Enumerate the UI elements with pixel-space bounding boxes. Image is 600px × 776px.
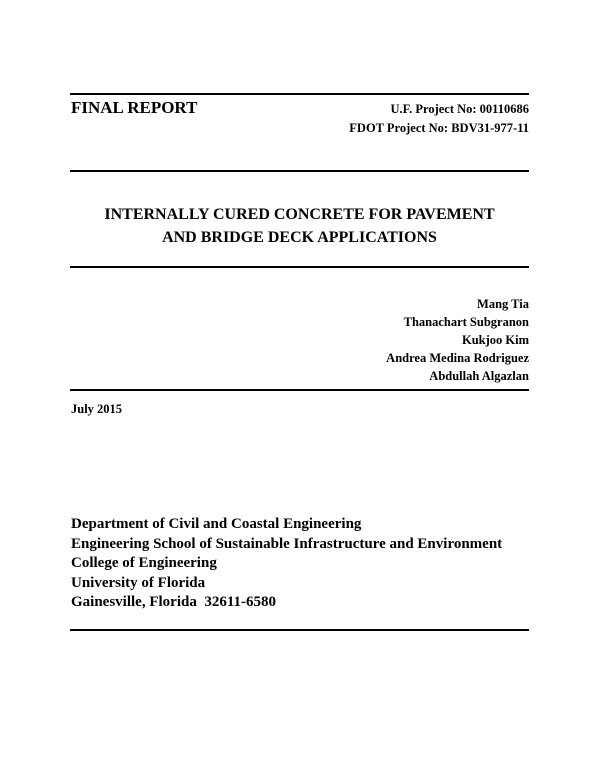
report-title-line: INTERNALLY CURED CONCRETE FOR PAVEMENT — [104, 206, 495, 223]
affiliation-line: Department of Civil and Coastal Engineering — [71, 516, 362, 532]
date-rule — [70, 389, 529, 391]
affiliation-line: University of Florida — [71, 574, 206, 591]
title-bottom-rule — [70, 266, 529, 268]
affiliation-line: Gainesville, Florida 32611-6580 — [71, 594, 276, 610]
uf-project-number: U.F. Project No: 00110686 — [390, 102, 529, 116]
author-name: Mang Tia — [477, 297, 529, 311]
bottom-rule — [70, 629, 529, 631]
report-title — [70, 203, 529, 249]
affiliation-line: College of Engineering — [71, 555, 217, 571]
fdot-project-number: FDOT Project No: BDV31-977-11 — [349, 121, 529, 135]
report-type-heading: FINAL REPORT — [71, 98, 198, 117]
top-rule — [70, 93, 529, 95]
title-top-rule — [70, 170, 529, 172]
author-name: Thanachart Subgranon — [403, 315, 529, 329]
author-name: Kukjoo Kim — [461, 333, 529, 347]
report-date: July 2015 — [71, 402, 123, 416]
author-name: Andrea Medina Rodriguez — [386, 351, 529, 365]
author-list — [386, 295, 529, 385]
affiliation-line: Engineering School of Sustainable Infrastructure and Environment — [71, 535, 503, 552]
author-name: Abdullah Algazlan — [429, 369, 529, 383]
affiliation-block — [71, 515, 502, 613]
report-title-line: AND BRIDGE DECK APPLICATIONS — [162, 229, 437, 246]
